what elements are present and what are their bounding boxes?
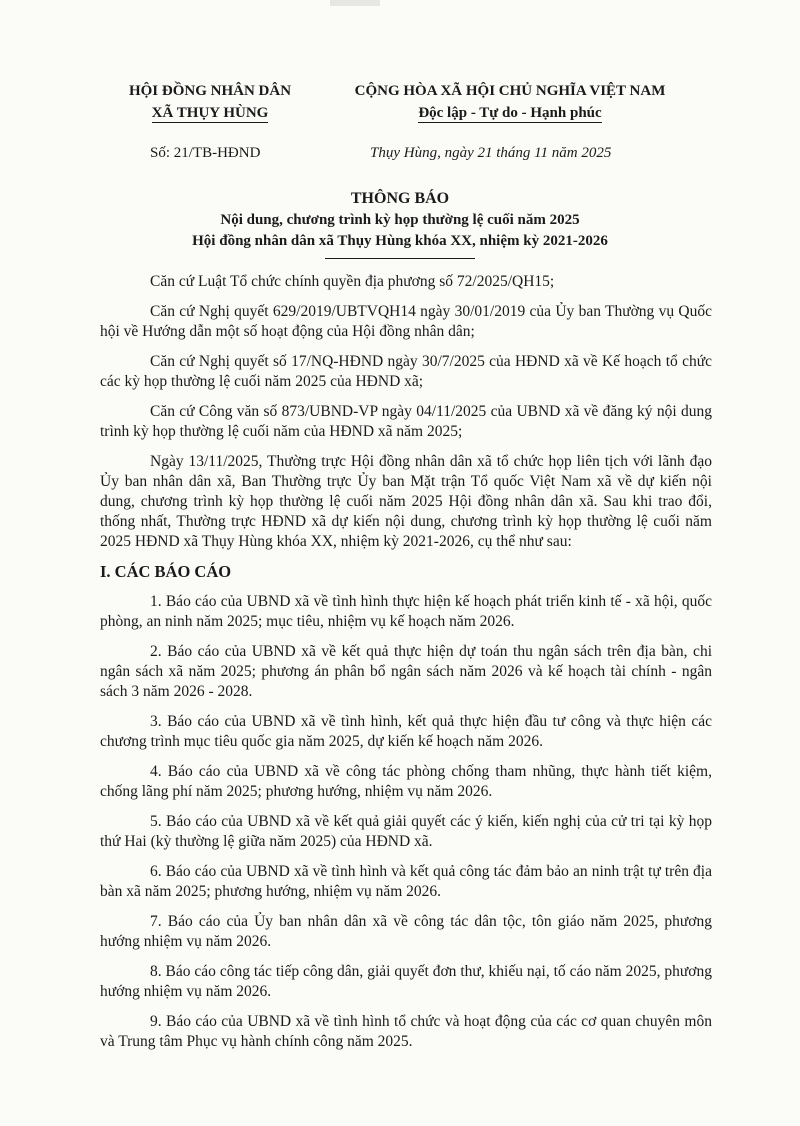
list-item: 4. Báo cáo của UBND xã về công tác phòng chống tham nhũng, thực hành tiết kiệm, chống lãng phí năm 2025; phương hướng, nhiệm vụ năm 2026. xyxy=(100,763,712,800)
paragraph: Ngày 13/11/2025, Thường trực Hội đồng nhân dân xã tổ chức họp liên tịch với lãnh đạo Ủy ban nhân dân xã, Ban Thường trực Ủy ban Mặt trận Tổ quốc Việt Nam xã về dự kiến nội dung, chương trình kỳ họp thường lệ cuối năm 2025 Hội đồng nhân dân xã. Sau khi trao đổi, thống nhất, Thường trực HĐND xã dự kiến nội dung, chương trình kỳ họp thường lệ cuối năm 2025 HĐND xã Thụy Hùng khóa XX, nhiệm kỳ 2021-2026, cụ thể như sau: xyxy=(100,453,712,550)
paragraph: Căn cứ Công văn số 873/UBND-VP ngày 04/11/2025 của UBND xã về đăng ký nội dung trình kỳ họp thường lệ cuối năm của HĐND xã năm 2025; xyxy=(100,403,712,440)
national-motto xyxy=(330,80,690,124)
motto: Độc lập - Tự do - Hạnh phúc xyxy=(418,105,602,121)
document-title xyxy=(100,188,700,259)
issuing-authority xyxy=(120,80,300,124)
list-item: 5. Báo cáo của UBND xã về kết quả giải quyết các ý kiến, kiến nghị của cử tri tại kỳ họp thứ Hai (kỳ thường lệ giữa năm 2025) của HĐND xã. xyxy=(100,813,712,850)
list-item: 1. Báo cáo của UBND xã về tình hình thực hiện kế hoạch phát triển kinh tế - xã hội, quốc phòng, an ninh năm 2025; mục tiêu, nhiệm vụ kế hoạch năm 2026. xyxy=(100,593,712,630)
list-item: 8. Báo cáo công tác tiếp công dân, giải quyết đơn thư, khiếu nại, tố cáo năm 2025, phương hướng nhiệm vụ năm 2026. xyxy=(100,963,712,1000)
paragraph: Căn cứ Nghị quyết 629/2019/UBTVQH14 ngày 30/01/2019 của Ủy ban Thường vụ Quốc hội về Hướng dẫn một số hoạt động của Hội đồng nhân dân; xyxy=(100,303,712,340)
list-item: 3. Báo cáo của UBND xã về tình hình, kết quả thực hiện đầu tư công và thực hiện các chương trình mục tiêu quốc gia năm 2025, dự kiến kế hoạch năm 2026. xyxy=(100,713,712,750)
title-main: THÔNG BÁO xyxy=(350,190,450,207)
paragraph: Căn cứ Luật Tổ chức chính quyền địa phương số 72/2025/QH15; xyxy=(150,273,555,290)
title-subtitle-1: Nội dung, chương trình kỳ họp thường lệ cuối năm 2025 xyxy=(220,212,580,228)
document-body xyxy=(100,272,712,1062)
scan-mark xyxy=(330,0,380,6)
list-item: 9. Báo cáo của UBND xã về tình hình tổ chức và hoạt động của các cơ quan chuyên môn và Trung tâm Phục vụ hành chính công năm 2025. xyxy=(100,1013,712,1050)
country-name: CỘNG HÒA XÃ HỘI CHỦ NGHĨA VIỆT NAM xyxy=(354,83,666,99)
title-divider xyxy=(325,258,475,259)
document-date: Thụy Hùng, ngày 21 tháng 11 năm 2025 xyxy=(370,145,612,161)
list-item: 2. Báo cáo của UBND xã về kết quả thực hiện dự toán thu ngân sách trên địa bàn, chi ngân sách xã năm 2025; phương án phân bổ ngân sách năm 2026 và kế hoạch tài chính - ngân sách 3 năm 2026 - 2028. xyxy=(100,643,712,700)
list-item: 6. Báo cáo của UBND xã về tình hình và kết quả công tác đảm bảo an ninh trật tự trên địa bàn xã năm 2025; phương hướng, nhiệm vụ năm 2026. xyxy=(100,863,712,900)
authority-line1: HỘI ĐỒNG NHÂN DÂN xyxy=(128,83,292,99)
list-item: 7. Báo cáo của Ủy ban nhân dân xã về công tác dân tộc, tôn giáo năm 2025, phương hướng nhiệm vụ năm 2026. xyxy=(100,913,712,950)
authority-line2: XÃ THỤY HÙNG xyxy=(151,105,269,121)
paragraph: Căn cứ Nghị quyết số 17/NQ-HĐND ngày 30/7/2025 của HĐND xã về Kế hoạch tổ chức các kỳ họp thường lệ cuối năm 2025 của HĐND xã; xyxy=(100,353,712,390)
section-heading: I. CÁC BÁO CÁO xyxy=(100,562,232,581)
document-number: Số: 21/TB-HĐND xyxy=(150,145,261,161)
title-subtitle-2: Hội đồng nhân dân xã Thụy Hùng khóa XX, nhiệm kỳ 2021-2026 xyxy=(192,233,608,249)
